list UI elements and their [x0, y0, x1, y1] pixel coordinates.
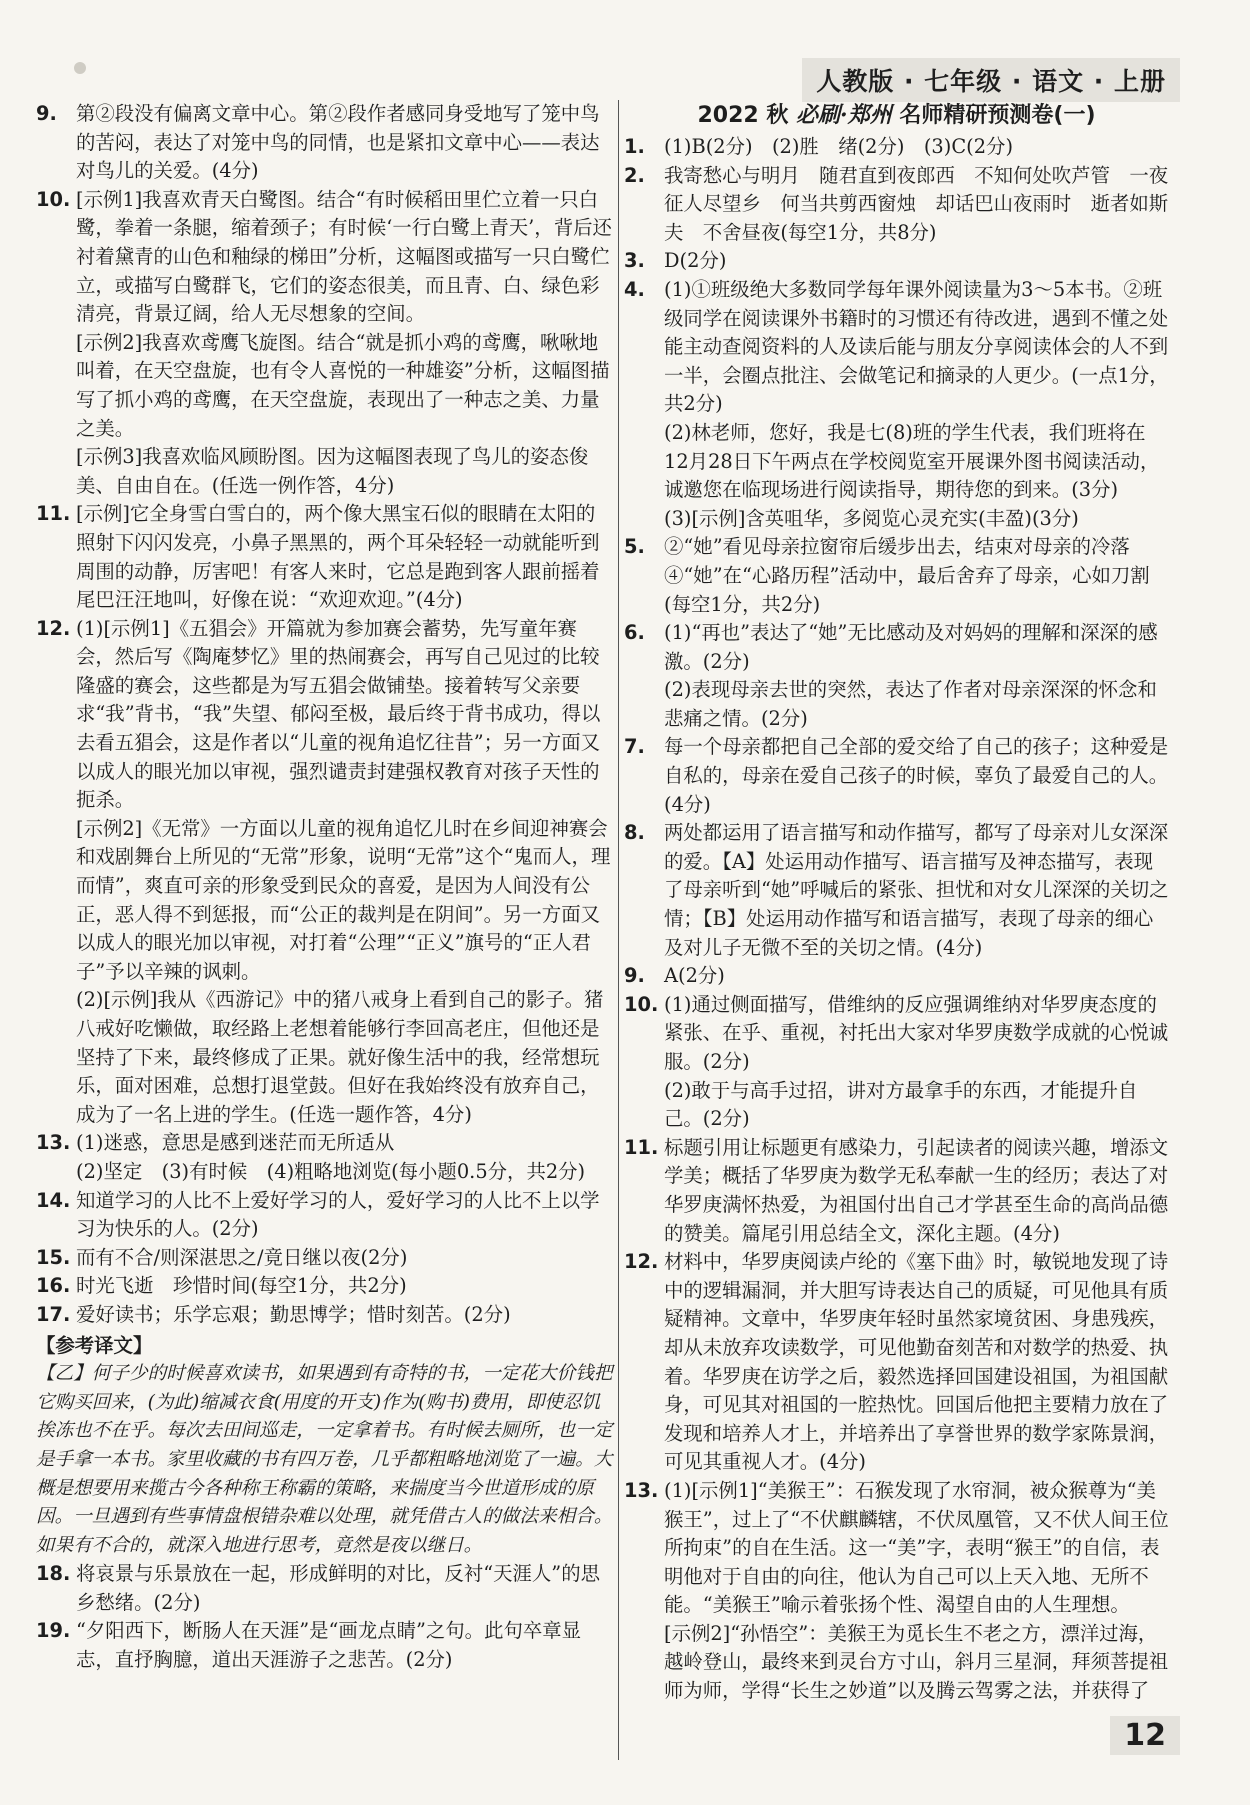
- answer-text: 我寄愁心与明月 随君直到夜郎西 不知何处吹芦管 一夜征人尽望乡 何当共剪西窗烛 却话巴山夜雨时 逝者如斯夫 不舍昼夜(每空1分，共8分): [664, 163, 1169, 244]
- translation-text: 【乙】何子少的时候喜欢读书，如果遇到有奇特的书，一定花大价钱把它购买回来，(为此)缩减衣食(用度的开支)作为(购书)费用，即使忍饥挨冻也不在乎。每次去田间巡走，一定拿着书。有时候去厕所，也一定是手拿一本书。家里收藏的书有四万卷，几乎都粗略地浏览了一遍。大概是想要用来揽古今各种称王称霸的策略，来揣度当今世道形成的原因。一旦遇到有些事情盘根错杂难以处理，就凭借古人的做法来相合。如果有不合的，就深入地进行思考，竟然是夜以继日。: [36, 1363, 613, 1556]
- answer-text: (1)B(2分) (2)胜 绪(2分) (3)C(2分): [664, 135, 1014, 158]
- answer-number: 12.: [624, 1250, 659, 1274]
- answer-text: [示例2]我喜欢鸢鹰飞旋图。结合“就是抓小鸡的鸢鹰，啾啾地叫着，在天空盘旋，也有令人喜悦的一种雄姿”分析，这幅图描写了抓小鸡的鸢鹰，在天空盘旋，表现出了一种志之美、力量之美。: [76, 330, 610, 440]
- answer-text: (2)坚定 (3)有时候 (4)粗略地浏览(每小题0.5分，共2分): [76, 1159, 586, 1183]
- answer-item: [624, 1477, 1169, 1706]
- answer-item: [36, 500, 614, 614]
- answer-text: 两处都运用了语言描写和动作描写，都写了母亲对儿女深深的爱。【A】处运用动作描写、语言描写及神态描写，表现了母亲听到“她”呼喊后的紧张、担忧和对女儿深深的关切之情；【B】处运用动作描写和语言描写，表现了母亲的细心及对儿子无微不至的关切之情。(4分): [664, 821, 1169, 959]
- answer-number: 18.: [36, 1562, 71, 1586]
- right-answer-list: [624, 133, 1169, 1706]
- answer-item: [624, 962, 1169, 991]
- exam-brand: 必刷·郑州: [796, 102, 892, 128]
- answer-text: (2)[示例]我从《西游记》中的猪八戒身上看到自己的影子。猪八戒好吃懒做，取经路上老想着能够行李回高老庄，但他还是坚持了下来，最终修成了正果。就好像生活中的我，经常想玩乐，面对困难，总想打退堂鼓。但好在我始终没有放弃自己，成为了一名上进的学生。(任选一题作答，4分): [76, 988, 604, 1126]
- answer-number: 13.: [624, 1478, 659, 1502]
- answer-text: 时光飞逝 珍惜时间(每空1分，共2分): [76, 1274, 407, 1298]
- answer-number: 19.: [36, 1619, 71, 1643]
- answer-text: ②“她”看见母亲拉窗帘后缓步出去，结束对母亲的冷落 ④“她”在“心路历程”活动中，最后舍弃了母亲，心如刀割(每空1分，共2分): [664, 535, 1150, 616]
- answer-number: 12.: [36, 616, 71, 640]
- answer-item: [624, 247, 1169, 276]
- answer-text: 爱好读书；乐学忘艰；勤思博学；惜时刻苦。(2分): [76, 1302, 511, 1326]
- right-column: [624, 100, 1169, 1706]
- answer-text: A(2分): [664, 964, 725, 988]
- answer-item: [36, 1560, 614, 1617]
- left-answer-list-2: [36, 1560, 614, 1674]
- answer-text: (1)[示例1]《五猖会》开篇就为参加赛会蓄势，先写童年赛会，然后写《陶庵梦忆》里的热闹赛会，再写自己见过的比较隆盛的赛会，这些都是为写五猖会做铺垫。接着转写父亲要求“我”背书，“我”失望、郁闷至极，最后终于背书成功，得以去看五猖会，这是作者以“儿童的视角追忆往昔”；另一方面又以成人的眼光加以审视，强烈谴责封建强权教育对孩子天性的扼杀。: [76, 616, 601, 812]
- answer-text: (2)林老师，您好，我是七(8)班的学生代表，我们班将在12月28日下午两点在学校阅览室开展课外图书阅读活动，诚邀您在临现场进行阅读指导，期待您的到来。(3分): [664, 420, 1160, 502]
- answer-number: 6.: [624, 621, 645, 645]
- answer-number: 5.: [624, 535, 645, 559]
- answer-item: [36, 1301, 614, 1330]
- answer-item: [624, 1248, 1169, 1477]
- answer-text: [示例]它全身雪白雪白的，两个像大黑宝石似的眼睛在太阳的照射下闪闪发亮，小鼻子黑黑的，两个耳朵轻轻一动就能听到周围的动静，厉害吧！有客人来时，它总是跑到客人跟前摇着尾巴汪汪地叫，好像在说：“欢迎欢迎。”(4分): [76, 502, 600, 612]
- answer-number: 9.: [624, 964, 645, 988]
- answer-number: 8.: [624, 821, 645, 845]
- exam-name: 名师精研预测卷(一): [899, 103, 1096, 128]
- answer-text: 每一个母亲都把自己全部的爱交给了自己的孩子；这种爱是自私的，母亲在爱自己孩子的时候，辜负了最爱自己的人。(4分): [664, 735, 1169, 816]
- answer-item: [36, 615, 614, 1130]
- answer-number: 11.: [36, 502, 71, 526]
- answer-text: 标题引用让标题更有感染力，引起读者的阅读兴趣，增添文学美；概括了华罗庚为数学无私奉献一生的经历；表达了对华罗庚满怀热爱，为祖国付出自己才学甚至生命的高尚品德的赞美。篇尾引用总结全文，深化主题。(4分): [664, 1135, 1169, 1245]
- answer-item: [624, 733, 1169, 819]
- answer-text: 而有不合/则深湛思之/竟日继以夜(2分): [76, 1245, 408, 1269]
- answer-number: 11.: [624, 1135, 659, 1159]
- answer-text: (1)[示例1]“美猴王”：石猴发现了水帘洞，被众猴尊为“美猴王”，过上了“不伏麒麟辖，不伏凤凰管，又不伏人间王位所拘束”的自在生活。这一“美”字，表明“猴王”的自信，表明他对于自由的向往，他认为自己可以上天入地、无所不能。“美猴王”喻示着张扬个性、渴望自由的人生理想。: [664, 1478, 1169, 1617]
- answer-item: [624, 1134, 1169, 1248]
- answer-text: (2)敢于与高手过招，讲对方最拿手的东西，才能提升自己。(2分): [664, 1078, 1138, 1131]
- answer-item: [624, 991, 1169, 1134]
- answer-text: (2)表现母亲去世的突然，表达了作者对母亲深深的怀念和悲痛之情。(2分): [664, 678, 1157, 730]
- answer-text: [示例2]《无常》一方面以儿童的视角追忆儿时在乡间迎神赛会和戏剧舞台上所见的“无常”形象，说明“无常”这个“鬼而人，理而情”，爽直可亲的形象受到民众的喜爱，是因为人间没有公正，恶人得不到惩报，而“公正的裁判是在阴间”。另一方面又以成人的眼光加以审视，对打着“公理”“正义”旗号的“正人君子”予以辛辣的讽刺。: [76, 816, 611, 983]
- answer-text: [示例1]我喜欢青天白鹭图。结合“有时候稻田里伫立着一只白鹭，拳着一条腿，缩着颈子；有时候‘一行白鹭上青天’，背后还衬着黛青的山色和釉绿的梯田”分析，这幅图或描写一只白鹭伫立，或描写白鹭群飞，它们的姿态很美，而且青、白、绿色彩清亮，背景辽阔，给人无尽想象的空间。: [76, 187, 612, 326]
- answer-number: 2.: [624, 163, 645, 187]
- page-number: 12: [1110, 1716, 1180, 1755]
- answer-number: 15.: [36, 1245, 71, 1269]
- answer-item: [624, 533, 1169, 619]
- answer-text: “夕阳西下，断肠人在天涯”是“画龙点睛”之句。此句卒章显志，直抒胸臆，道出天涯游子之悲苦。(2分): [76, 1619, 582, 1672]
- answer-text: [示例2]“孙悟空”：美猴王为觅长生不老之方，漂洋过海，越岭登山，最终来到灵台方寸山，斜月三星洞，拜须菩提祖师为师，学得“长生之妙道”以及腾云驾雾之法，并获得了: [664, 1621, 1169, 1703]
- answer-item: [624, 133, 1169, 162]
- answer-text: [示例3]我喜欢临风顾盼图。因为这幅图表现了鸟儿的姿态俊美、自由自在。(任选一例作答，4分): [76, 445, 589, 497]
- answer-item: [36, 100, 614, 186]
- answer-number: 17.: [36, 1302, 71, 1326]
- answer-text: D(2分): [664, 249, 727, 273]
- answer-number: 4.: [624, 277, 645, 301]
- column-divider: [618, 100, 619, 1760]
- answer-text: (1)迷惑，意思是感到迷茫而无所适从: [76, 1131, 395, 1155]
- left-column: [36, 100, 614, 1675]
- exam-title: [624, 100, 1169, 131]
- answer-item: [624, 819, 1169, 962]
- answer-text: 材料中，华罗庚阅读卢纶的《塞下曲》时，敏锐地发现了诗中的逻辑漏洞，并大胆写诗表达自己的质疑，可见他具有质疑精神。文章中，华罗庚年轻时虽然家境贫困、身患残疾，却从未放弃攻读数学，可见他勤奋刻苦和对数学的热爱、执着。华罗庚在访学之后，毅然选择回国建设祖国，为祖国献身，可见其对祖国的一腔热忱。回国后他把主要精力放在了发现和培养人才上，并培养出了享誉世界的数学家陈景润，可见其重视人才。(4分): [664, 1250, 1169, 1474]
- corner-dot: [74, 62, 86, 74]
- answer-number: 10.: [624, 992, 659, 1016]
- answer-text: 第②段没有偏离文章中心。第②段作者感同身受地写了笼中鸟的苦闷，表达了对笼中鸟的同情，也是紧扣文章中心——表达对鸟儿的关爱。(4分): [76, 102, 600, 183]
- answer-text: (1)①班级绝大多数同学每年课外阅读量为3～5本书。②班级同学在阅读课外书籍时的习惯还有待改进，遇到不懂之处能主动查阅资料的人及读后能与朋友分享阅读体会的人不到一半，会圈点批注、会做笔记和摘录的人更少。(一点1分，共2分): [664, 277, 1169, 416]
- answer-item: [624, 619, 1169, 733]
- edition-tag: 人教版 · 七年级 · 语文 · 上册: [802, 58, 1180, 102]
- answer-number: 16.: [36, 1274, 71, 1298]
- answer-item: [36, 1187, 614, 1244]
- answer-item: [36, 1617, 614, 1674]
- translation-heading: 【参考译文】: [36, 1333, 153, 1357]
- answer-item: [36, 1244, 614, 1273]
- answer-item: [36, 1272, 614, 1301]
- answer-number: 13.: [36, 1131, 71, 1155]
- answer-number: 10.: [36, 187, 71, 211]
- answer-number: 9.: [36, 102, 57, 125]
- left-answer-list: [36, 100, 614, 1330]
- answer-number: 3.: [624, 249, 645, 273]
- answer-text: (1)“再也”表达了“她”无比感动及对妈妈的理解和深深的感激。(2分): [664, 621, 1158, 673]
- answer-text: (3)[示例]含英咀华，多阅览心灵充实(丰盈)(3分): [664, 506, 1079, 530]
- answer-number: 1.: [624, 135, 645, 158]
- answer-item: [36, 1129, 614, 1186]
- exam-year: 2022 秋: [697, 103, 789, 128]
- answer-text: (1)通过侧面描写，借维纳的反应强调维纳对华罗庚态度的紧张、在乎、重视，衬托出大家对华罗庚数学成就的心悦诚服。(2分): [664, 992, 1169, 1073]
- answer-number: 14.: [36, 1188, 71, 1212]
- answer-item: [624, 162, 1169, 248]
- answer-text: 知道学习的人比不上爱好学习的人，爱好学习的人比不上以学习为快乐的人。(2分): [76, 1188, 600, 1241]
- answer-item: [36, 186, 614, 501]
- answer-item: [624, 276, 1169, 533]
- answer-text: 将哀景与乐景放在一起，形成鲜明的对比，反衬“天涯人”的思乡愁绪。(2分): [76, 1562, 600, 1614]
- answer-number: 7.: [624, 735, 645, 759]
